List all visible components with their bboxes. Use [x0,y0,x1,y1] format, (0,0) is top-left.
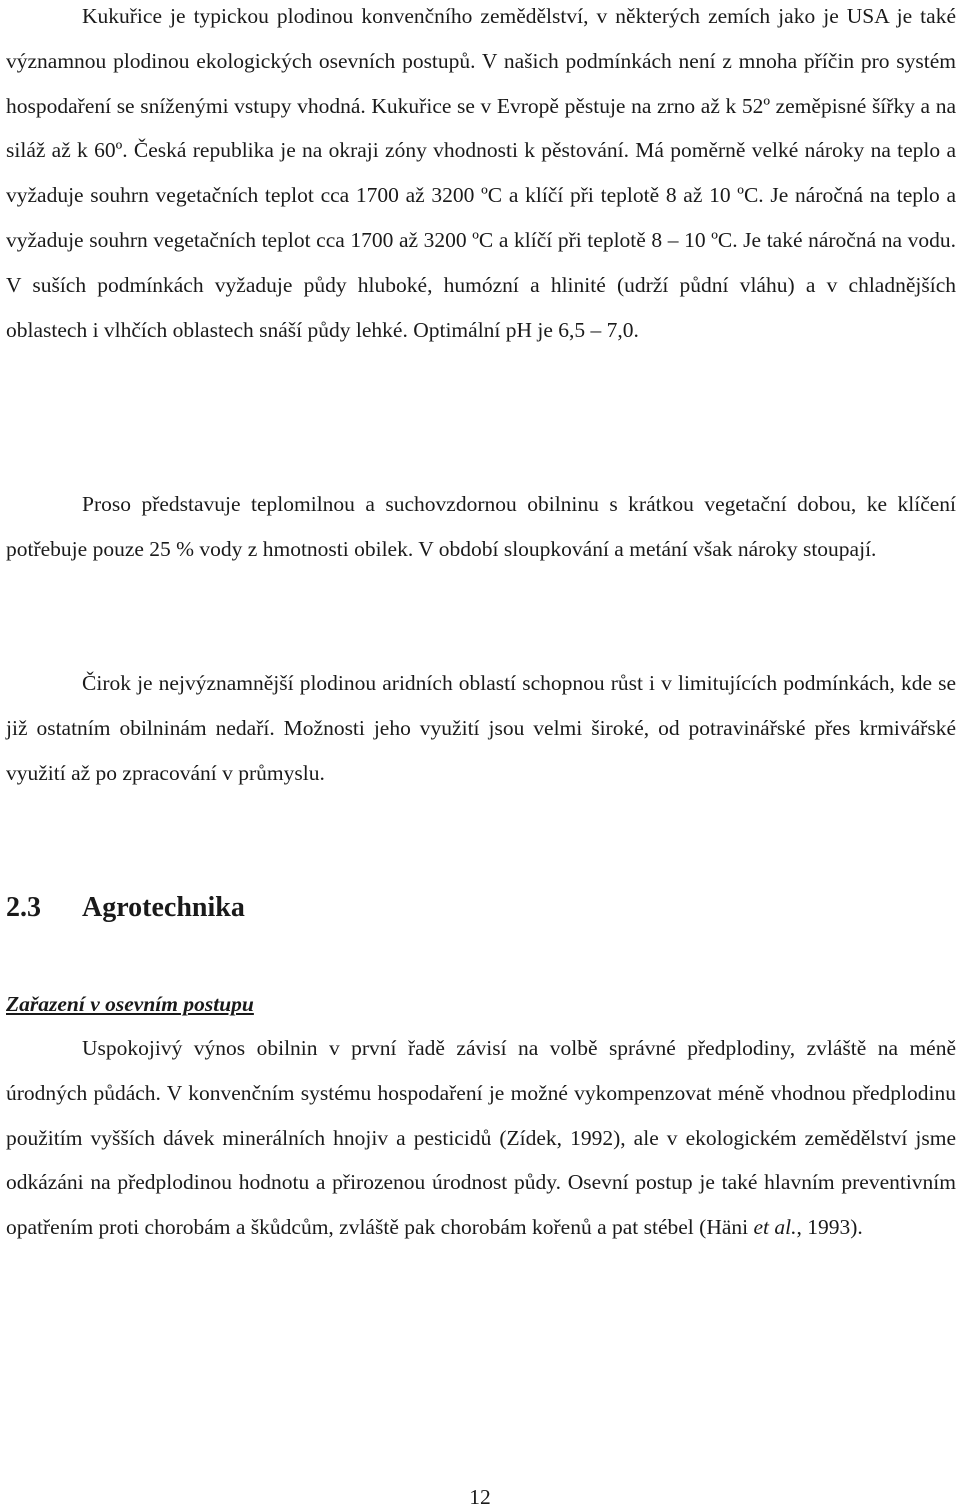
paragraph-cirok: Čirok je nejvýznamnější plodinou aridních oblastí schopnou růst i v limitujících podmínkách, kde se již ostatním obilninám nedaří. Možnosti jeho využití jsou velmi široké, od potravinářské přes krmivářské využití až po zpracování v průmyslu. [6,671,956,785]
paragraph-osevni-postup [6,1026,956,1250]
subsection-heading: Zařazení v osevním postupu [6,992,254,1016]
paragraph-kukurice: Kukuřice je typickou plodinou konvenčního zemědělství, v některých zemích jako je USA je také významnou plodinou ekologických osevních postupů. V našich podmínkách není z mnoha příčin pro systém hospodaření se sníženými vstupy vhodná. Kukuřice se v Evropě pěstuje na zrno až k 52º zeměpisné šířky a na siláž až k 60º. Česká republika je na okraji zóny vhodnosti k pěstování. Má poměrně velké nároky na teplo a vyžaduje souhrn vegetačních teplot cca 1700 až 3200 ºC a klíčí při teplotě 8 až 10 ºC. Je náročná na teplo a vyžaduje souhrn vegetačních teplot cca 1700 až 3200 ºC a klíčí při teplotě 8 – 10 ºC. Je také náročná na vodu. V suších podmínkách vyžaduje půdy hluboké, humózní a hlinité (udrží půdní vláhu) a v chladnějších oblastech i vlhčích oblastech snáší půdy lehké. Optimální pH je 6,5 – 7,0. [6,4,956,342]
paragraph-proso: Proso představuje teplomilnou a suchovzdornou obilninu s krátkou vegetační dobou, ke klíčení potřebuje pouze 25 % vody z hmotnosti obilek. V období sloupkování a metání však nároky stoupají. [6,492,956,561]
section-number: 2.3 [6,892,41,923]
paragraph-text: Uspokojivý výnos obilnin v první řadě závisí na volbě správné předplodiny, zvláště na méně úrodných půdách. V konvenčním systému hospodaření je možné vykompenzovat méně vhodnou předplodinu použitím vyšších dávek minerálních hnojiv a pesticidů (Zídek, 1992), ale v ekologickém zemědělství jsme odkázáni na předplodinou hodnotu a přirozenou úrodnost půdy. Osevní postup je také hlavním preventivním opatřením proti chorobám a škůdcům, zvláště pak chorobám kořenů a pat stébel (Häni [6,1036,956,1240]
citation-italic: et al. [753,1215,797,1240]
section-heading [6,886,245,930]
paragraph-text-end: , 1993). [796,1215,863,1240]
section-title: Agrotechnika [82,892,245,923]
page-number: 12 [469,1485,491,1509]
